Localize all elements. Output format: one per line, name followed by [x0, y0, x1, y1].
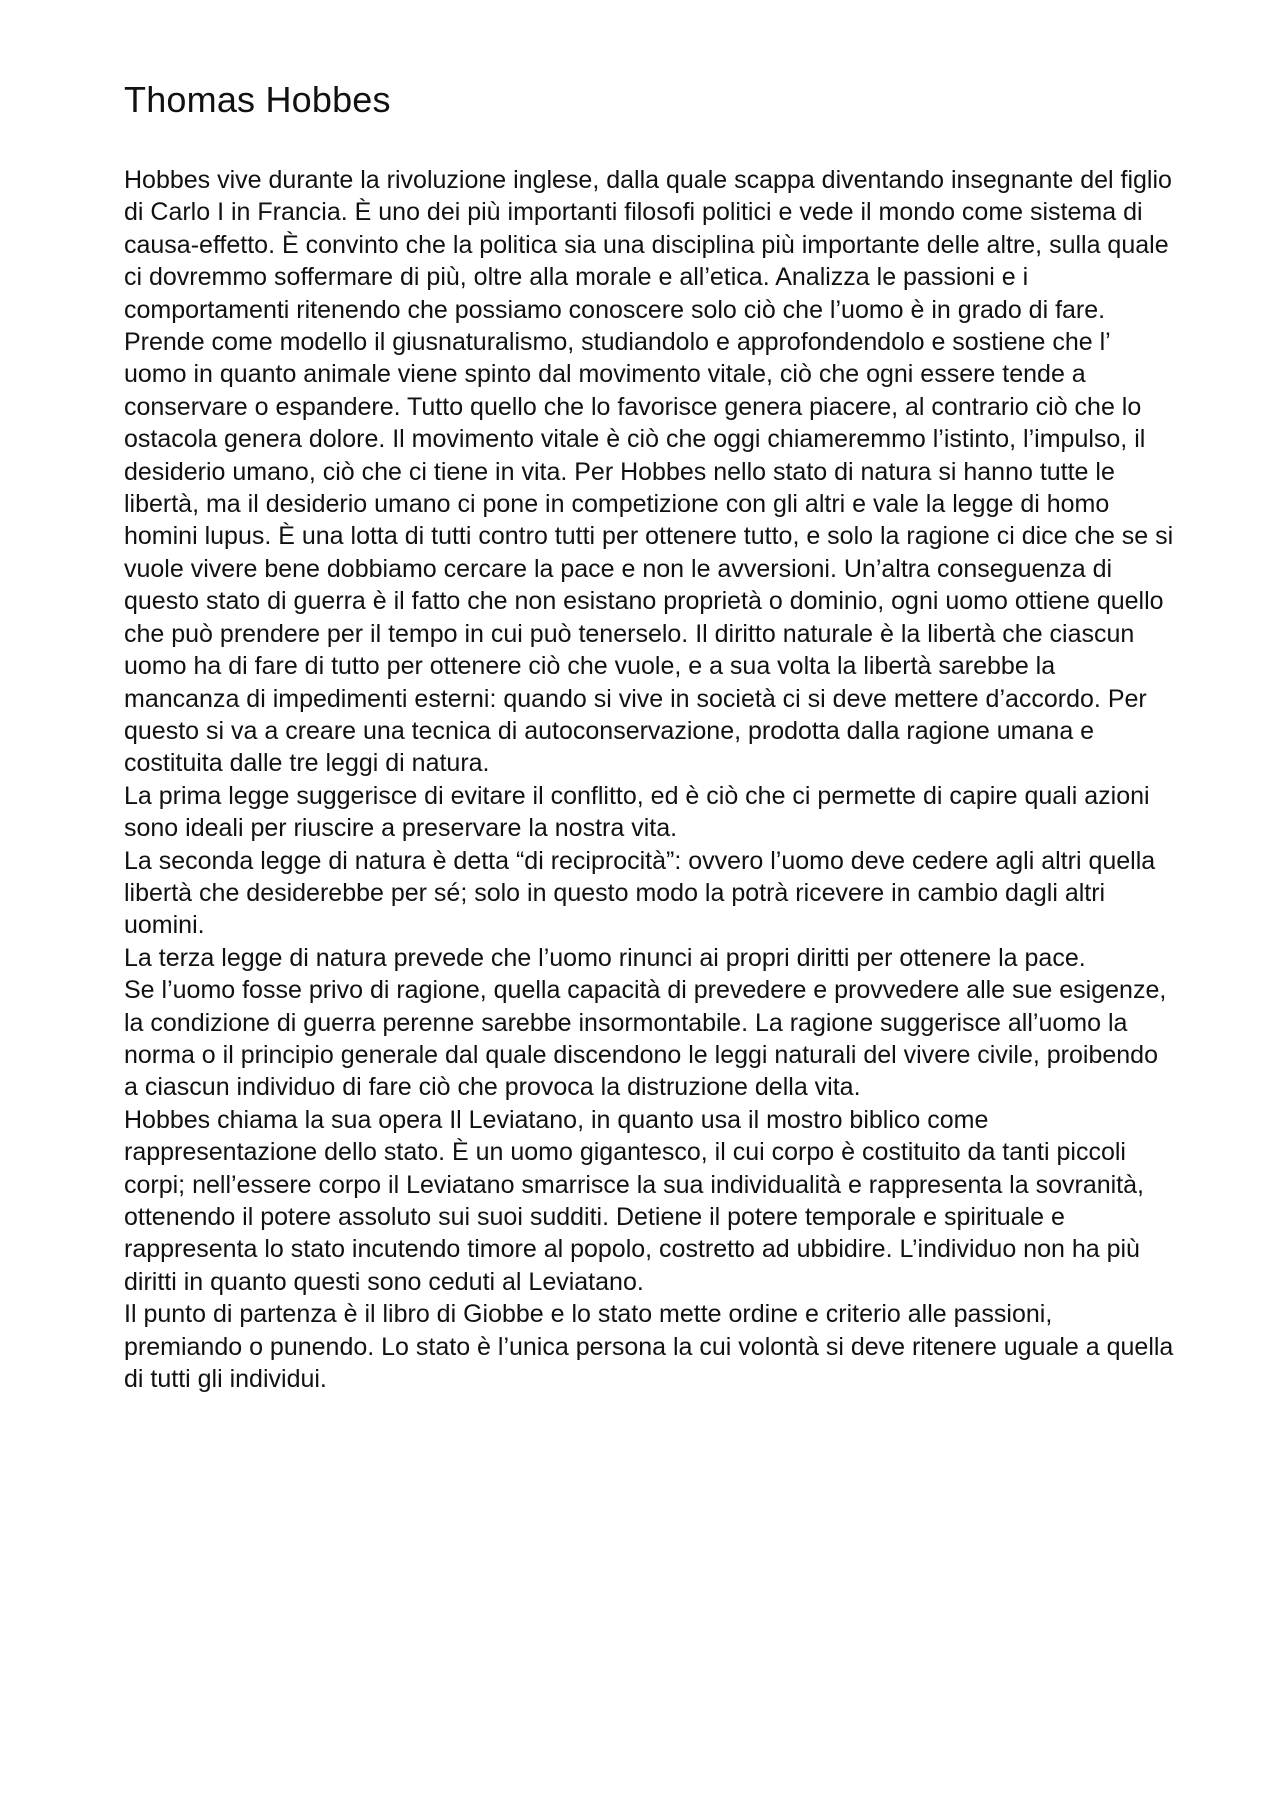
paragraph-third-law: La terza legge di natura prevede che l’uomo rinunci ai propri diritti per ottenere la pace.: [124, 943, 1086, 972]
document-body: [124, 164, 1174, 1395]
document-title: Thomas Hobbes: [124, 79, 391, 120]
paragraph-second-law: La seconda legge di natura è detta “di reciprocità”: ovvero l’uomo deve cedere agli altri quella libertà che desiderebbe per sé; solo in questo modo la potrà ricevere in cambio dagli altri uomini.: [124, 846, 1156, 940]
paragraph-conclusion: Il punto di partenza è il libro di Giobbe e lo stato mette ordine e criterio alle passioni, premiando o punendo. Lo stato è l’unica persona la cui volontà si deve ritenere uguale a quella di tutti gli individui.: [124, 1300, 1174, 1394]
document-page: [124, 74, 1174, 1395]
paragraph-leviathan: Hobbes chiama la sua opera Il Leviatano, in quanto usa il mostro biblico come rappresentazione dello stato. È un uomo gigantesco, il cui corpo è costituito da tanti piccoli corpi; nell’essere corpo il Leviatano smarrisce la sua individualità e rappresenta la sovranità, ottenendo il potere assoluto sui suoi sudditi. Detiene il potere temporale e spirituale e rappresenta lo stato incutendo timore al popolo, costretto ad ubbidire. L’individuo non ha più diritti in quanto questi sono ceduti al Leviatano.: [124, 1105, 1144, 1296]
paragraph-first-law: La prima legge suggerisce di evitare il conflitto, ed è ciò che ci permette di capire quali azioni sono ideali per riuscire a preservare la nostra vita.: [124, 781, 1150, 843]
paragraph-intro: Hobbes vive durante la rivoluzione inglese, dalla quale scappa diventando insegnante del figlio di Carlo I in Francia. È uno dei più importanti filosofi politici e vede il mondo come sistema di causa-effetto. È convinto che la politica sia una disciplina più importante delle altre, sulla quale ci dovremmo soffermare di più, oltre alla morale e all’etica. Analizza le passioni e i comportamenti ritenendo che possiamo conoscere solo ciò che l’uomo è in grado di fare. Prende come modello il giusnaturalismo, studiandolo e approfondendolo e sostiene che l’ uomo in quanto animale viene spinto dal movimento vitale, ciò che ogni essere tende a conservare o espandere. Tutto quello che lo favorisce genera piacere, al contrario ciò che lo ostacola genera dolore. Il movimento vitale è ciò che oggi chiameremmo l’istinto, l’impulso, il desiderio umano, ciò che ci tiene in vita. Per Hobbes nello stato di natura si hanno tutte le libertà, ma il desiderio umano ci pone in competizione con gli altri e vale la legge di homo homini lupus. È una lotta di tutti contro tutti per ottenere tutto, e solo la ragione ci dice che se si vuole vivere bene dobbiamo cercare la pace e non le avversioni. Un’altra conseguenza di questo stato di guerra è il fatto che non esistano proprietà o dominio, ogni uomo ottiene quello che può prendere per il tempo in cui può tenerselo. Il diritto naturale è la libertà che ciascun uomo ha di fare di tutto per ottenere ciò che vuole, e a sua volta la libertà sarebbe la mancanza di impedimenti esterni: quando si vive in società ci si deve mettere d’accordo. Per questo si va a creare una tecnica di autoconservazione, prodotta dalla ragione umana e costituita dalle tre leggi di natura.: [124, 166, 1174, 778]
paragraph-reason: Se l’uomo fosse privo di ragione, quella capacità di prevedere e provvedere alle sue esigenze, la condizione di guerra perenne sarebbe insormontabile. La ragione suggerisce all’uomo la norma o il principio generale dal quale discendono le leggi naturali del vivere civile, proibendo a ciascun individuo di fare ciò che provoca la distruzione della vita.: [124, 976, 1167, 1102]
